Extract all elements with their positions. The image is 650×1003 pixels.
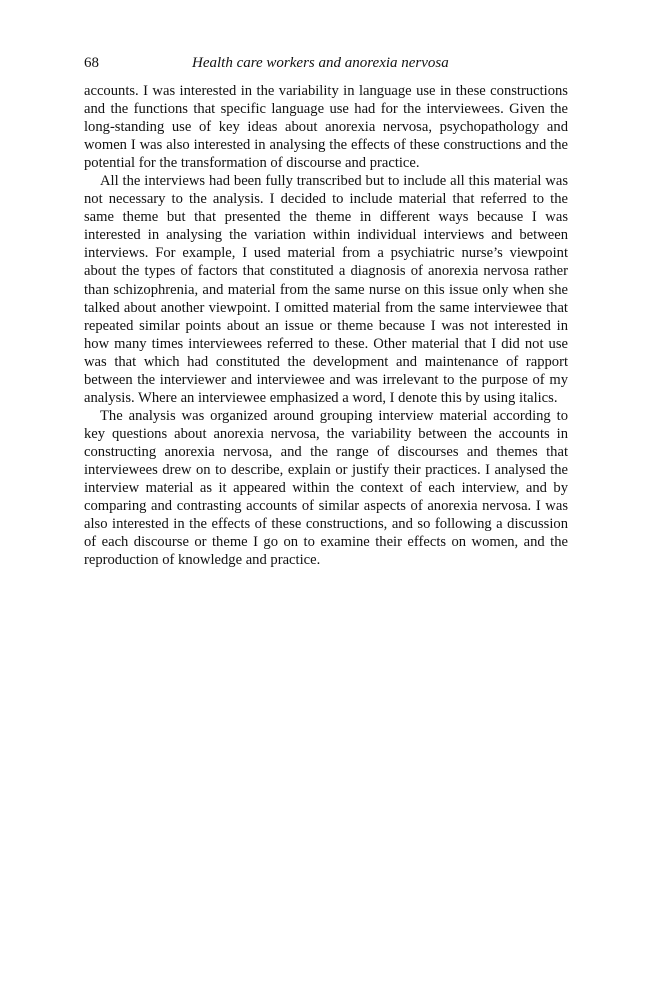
paragraph-2: All the interviews had been fully transcribed but to include all this material was not necessary to the analysis. I decided to include material that referred to the same theme but that presented the theme in different ways because I was interested in analysing the variation within individual interviews and between interviews. For example, I used material from a psychiatric nurse’s viewpoint about the types of factors that constituted a diagnosis of anorexia nervosa rather than schizophrenia, and material from the same nurse on this issue only when she talked about another viewpoint. I omitted material from the same interviewee that repeated similar points about an issue or theme because I was not interested in how many times interviewees referred to these. Other material that I did not use was that which had constituted the development and maintenance of rapport between the interviewer and interviewee and was irrelevant to the purpose of my analysis. Where an interviewee emphasized a word, I denote this by using italics.: [84, 173, 568, 406]
body-text: [84, 82, 568, 569]
running-head: [84, 54, 568, 72]
book-page: [84, 54, 568, 569]
paragraph-1: accounts. I was interested in the variability in language use in these constructions and the functions that specific language use had for the interviewees. Given the long-standing use of key ideas about anorexia nervosa, psychopathology and women I was also interested in analysing the effects of these constructions and the potential for the transformation of discourse and practice.: [84, 83, 568, 172]
running-title: Health care workers and anorexia nervosa: [192, 55, 449, 71]
paragraph-3: The analysis was organized around grouping interview material according to key questions about anorexia nervosa, the variability between the accounts in constructing anorexia nervosa, and the range of discourses and themes that interviewees drew on to describe, explain or justify their practices. I analysed the interview material as it appeared within the context of each interview, and by comparing and contrasting accounts of similar aspects of anorexia nervosa. I was also interested in the effects of these constructions, and so following a discussion of each discourse or theme I go on to examine their effects on women, and the reproduction of knowledge and practice.: [84, 407, 568, 569]
page-number: 68: [84, 55, 99, 71]
